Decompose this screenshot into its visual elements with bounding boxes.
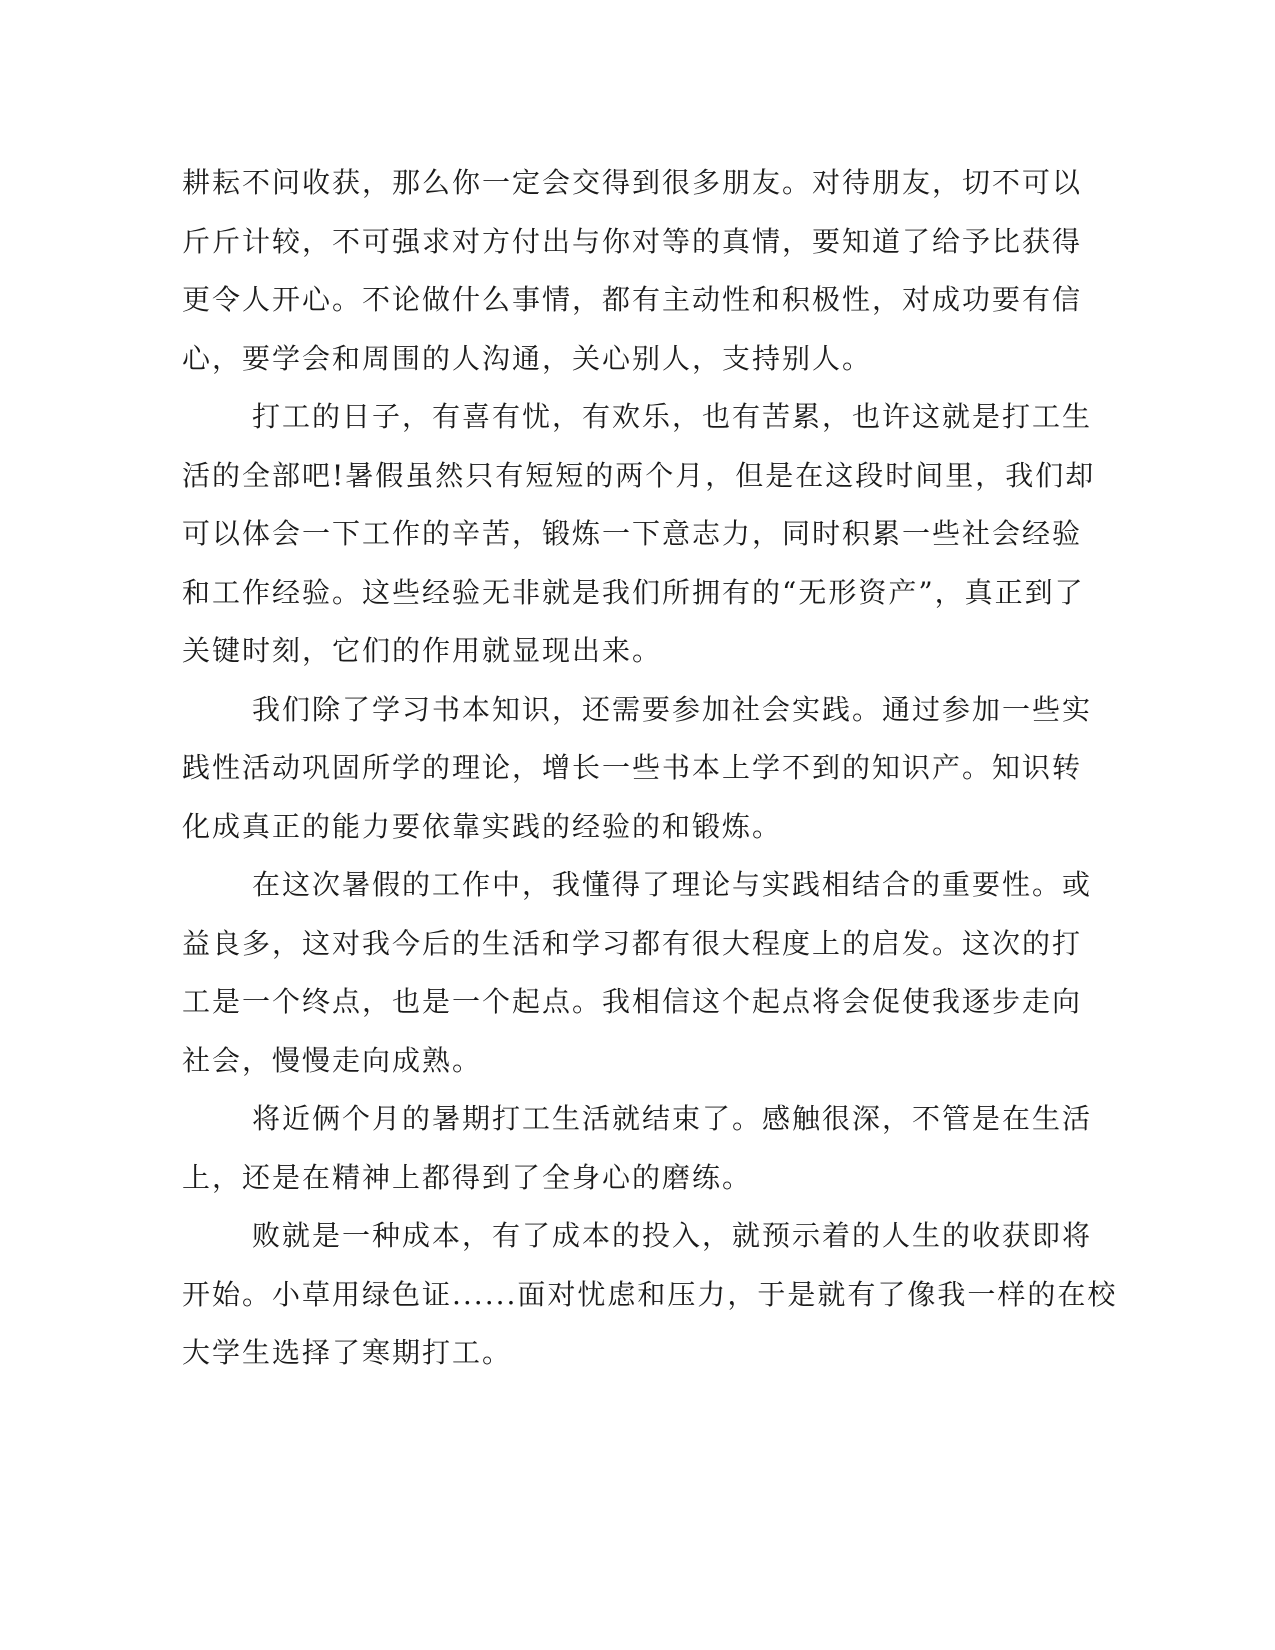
text-line: 和工作经验。这些经验无非就是我们所拥有的“无形资产”，真正到了: [182, 575, 1085, 609]
paragraph-first-line: 我们除了学习书本知识，还需要参加社会实践。通过参加一些实: [252, 692, 1093, 726]
paragraph-first-line: 在这次暑假的工作中，我懂得了理论与实践相结合的重要性。或: [252, 868, 1093, 901]
text-line: 耕耘不问收获，那么你一定会交得到很多朋友。对待朋友，切不可以: [182, 166, 1083, 199]
text-line: 工是一个终点，也是一个起点。我相信这个起点将会促使我逐步走向: [182, 985, 1083, 1018]
text-line: 可以体会一下工作的辛苦，锻炼一下意志力，同时积累一些社会经验: [182, 517, 1083, 550]
text-line: 化成真正的能力要依靠实践的经验的和锻炼。: [182, 809, 783, 843]
text-line: 更令人开心。不论做什么事情，都有主动性和积极性，对成功要有信: [182, 283, 1083, 316]
text-line: 斤斤计较，不可强求对方付出与你对等的真情，要知道了给予比获得: [182, 224, 1083, 258]
text-line: 大学生选择了寒期打工。: [182, 1336, 513, 1369]
paragraph-first-line: 败就是一种成本，有了成本的投入，就预示着的人生的收获即将: [252, 1219, 1093, 1252]
text-line: 心，要学会和周围的人沟通，关心别人，支持别人。: [182, 341, 873, 375]
text-line: 益良多，这对我今后的生活和学习都有很大程度上的启发。这次的打: [182, 926, 1083, 960]
text-line: 践性活动巩固所学的理论，增长一些书本上学不到的知识产。知识转: [182, 751, 1083, 784]
paragraph-first-line: 打工的日子，有喜有忧，有欢乐，也有苦累，也许这就是打工生: [252, 400, 1093, 433]
text-line: 上，还是在精神上都得到了全身心的磨练。: [182, 1160, 753, 1194]
text-line: 社会，慢慢走向成熟。: [182, 1043, 483, 1077]
text-line: 活的全部吧!暑假虽然只有短短的两个月，但是在这段时间里，我们却: [182, 458, 1096, 492]
text-line: 关键时刻，它们的作用就显现出来。: [182, 634, 663, 667]
document-body: [182, 154, 1118, 1383]
text-line: 开始。小草用绿色证......面对忧虑和压力，于是就有了像我一样的在校: [182, 1277, 1118, 1311]
paragraph-first-line: 将近俩个月的暑期打工生活就结束了。感触很深，不管是在生活: [252, 1102, 1093, 1135]
